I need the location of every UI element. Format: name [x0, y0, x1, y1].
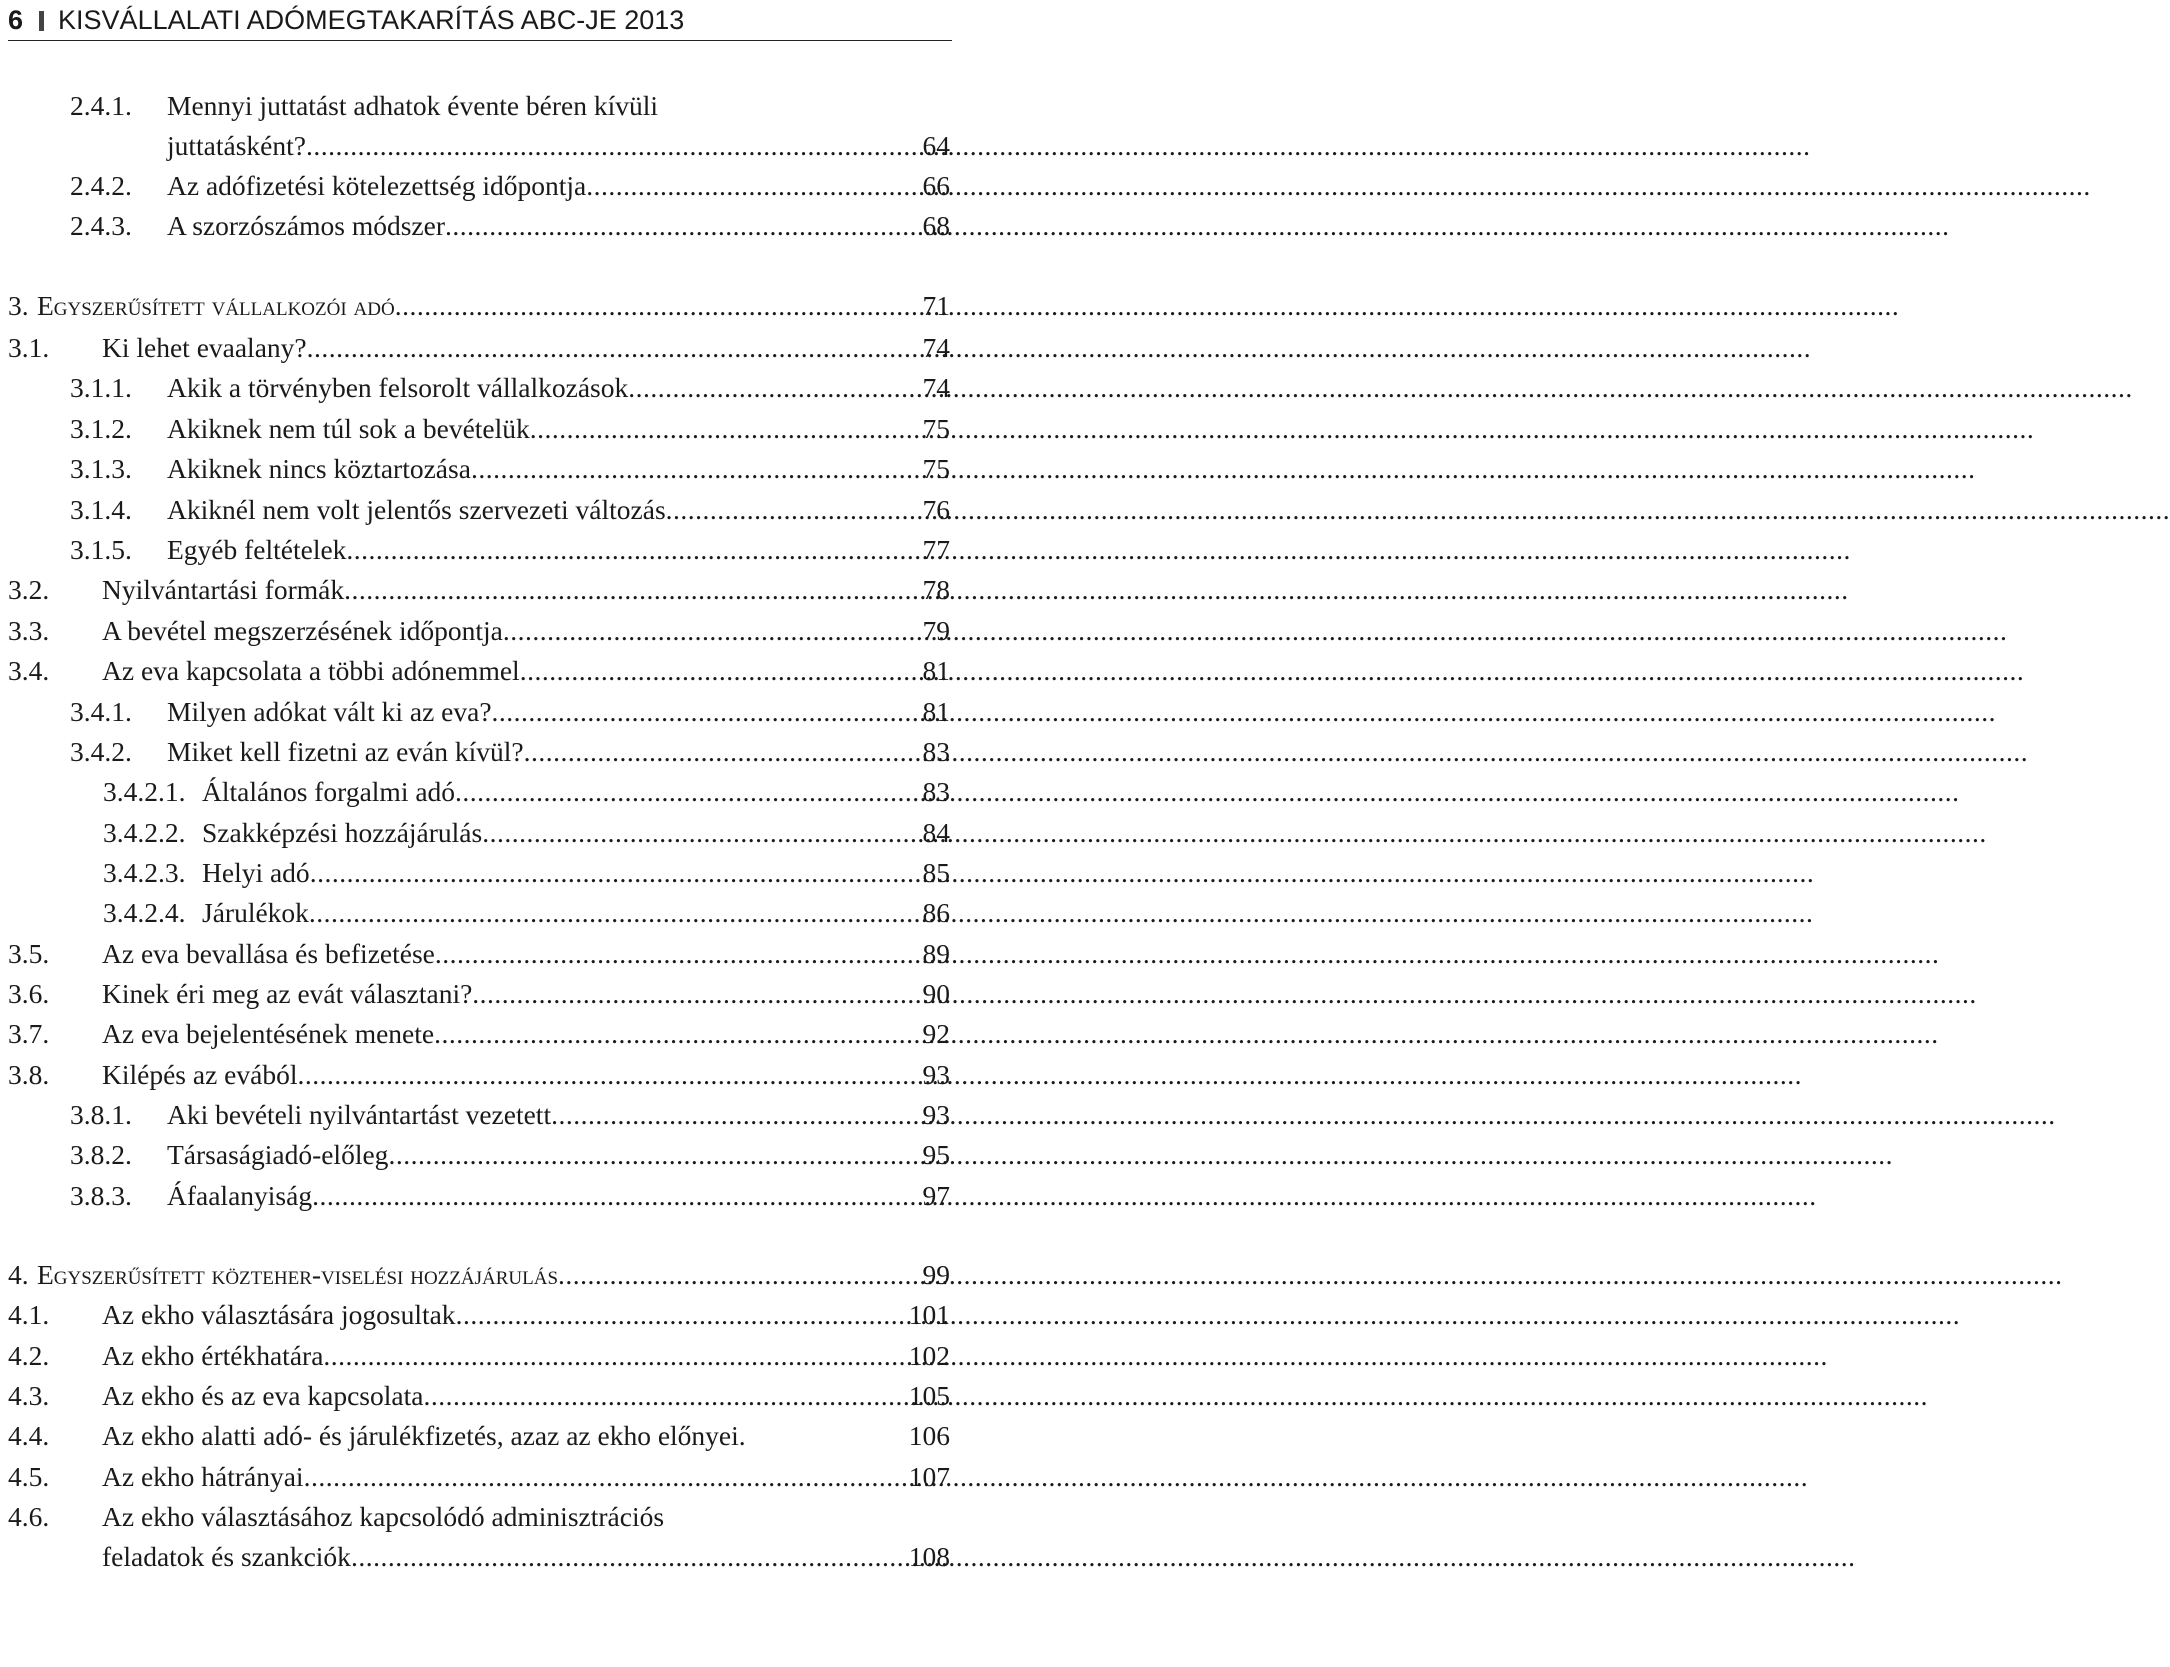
toc-entry-label: 3.8.	[8, 1059, 50, 1090]
toc-leader-dots	[434, 1014, 919, 1054]
toc-leader-dots	[312, 1176, 919, 1216]
toc-entry-page: 74	[922, 332, 950, 363]
toc-entry-page: 107	[908, 1461, 950, 1492]
toc-entry-label: 4.2.	[8, 1340, 50, 1371]
toc-entry-label: 3.6.	[8, 978, 50, 1009]
toc-entry-title: Akiknek nem túl sok a bevételük	[167, 413, 530, 444]
toc-leader-dots	[558, 1255, 919, 1295]
toc-entry-second-line	[70, 126, 950, 166]
toc-entry[interactable]	[103, 893, 950, 933]
toc-entry-page: 106	[908, 1420, 950, 1451]
toc-entry-label: 3.4.1.	[70, 696, 132, 727]
toc-entry-title: Akiknél nem volt jelentős szervezeti változás	[167, 494, 666, 525]
toc-entry[interactable]	[8, 1416, 950, 1456]
toc-leader-dots	[304, 1457, 906, 1497]
toc-entry-title: Egyszerűsített közteher-viselési hozzájárulás	[37, 1259, 559, 1290]
toc-entry-label: 3.4.2.	[70, 736, 132, 767]
toc-entry-label: 3.1.2.	[70, 413, 132, 444]
toc-entry-title: Helyi adó	[202, 857, 310, 888]
toc-entry-label: 3.4.2.2.	[103, 817, 186, 848]
toc-entry[interactable]	[8, 1497, 950, 1577]
toc-entry-page: 93	[922, 1059, 950, 1090]
toc-entry-label: 4.5.	[8, 1461, 50, 1492]
toc-entry-title: Egyszerűsített vállalkozói adó	[37, 290, 395, 321]
toc-entry-label: 3.2.	[8, 574, 50, 605]
toc-leader-dots	[323, 1336, 905, 1376]
toc-entry-title: Társaságiadó-előleg	[167, 1139, 389, 1170]
toc-entry-title: feladatok és szankciók	[102, 1541, 351, 1572]
toc-entry-title: Az ekho és az eva kapcsolata	[102, 1380, 424, 1411]
toc-entry-title: juttatásként?	[167, 130, 306, 161]
toc-entry-label: 3.8.3.	[70, 1180, 132, 1211]
toc-entry-title: Egyéb feltételek	[167, 534, 347, 565]
toc-entry-label: 3.4.2.4.	[103, 897, 186, 928]
toc-entry-title: Akiknek nincs köztartozása	[167, 453, 471, 484]
toc-entry-page: 89	[922, 938, 950, 969]
toc-entry-title: Ki lehet evaalany?	[102, 332, 307, 363]
toc-entry-title: Az ekho alatti adó- és járulékfizetés, azaz az ekho előnyei.	[102, 1420, 746, 1451]
toc-entry[interactable]	[8, 1457, 950, 1497]
header-separator	[39, 11, 44, 31]
toc-leader-dots	[346, 530, 919, 570]
toc-leader-dots	[310, 853, 920, 893]
toc-leader-dots	[435, 934, 920, 974]
toc-entry-page: 101	[908, 1299, 950, 1330]
toc-entry-page: 81	[922, 696, 950, 727]
toc-entry-page: 71	[922, 290, 950, 321]
toc-entry-label: 4.1.	[8, 1299, 50, 1330]
toc-entry-label: 4.3.	[8, 1380, 50, 1411]
toc-chapter-entry[interactable]	[8, 286, 950, 326]
toc-leader-dots	[395, 286, 920, 326]
toc-entry[interactable]	[70, 1176, 950, 1216]
toc-leader-dots	[530, 409, 920, 449]
toc-leader-dots	[306, 126, 920, 166]
toc-entry-title: Aki bevételi nyilvántartást vezetett	[167, 1099, 552, 1130]
toc-entry[interactable]	[103, 772, 950, 812]
toc-entry-title: A szorzószámos módszer	[167, 210, 445, 241]
toc-entry-page: 90	[922, 978, 950, 1009]
toc-leader-dots	[471, 449, 920, 489]
toc-entry[interactable]	[8, 974, 950, 1014]
toc-entry[interactable]	[8, 934, 950, 974]
toc-entry-title: Az ekho értékhatára	[102, 1340, 324, 1371]
toc-entry-label: 3.4.2.1.	[103, 776, 186, 807]
toc-entry-page: 108	[908, 1541, 950, 1572]
toc-entry[interactable]	[70, 86, 950, 166]
toc-entry-label: 4.6.	[8, 1501, 50, 1532]
toc-entry[interactable]	[70, 409, 950, 449]
toc-entry[interactable]	[70, 449, 950, 489]
toc-entry-label: 3.1.	[8, 332, 50, 363]
toc-entry-label: 3.8.2.	[70, 1139, 132, 1170]
toc-entry[interactable]	[8, 1336, 950, 1376]
toc-entry[interactable]	[70, 1135, 950, 1175]
toc-entry-label: 3.1.5.	[70, 534, 132, 565]
toc-leader-dots	[482, 813, 919, 853]
toc-entry[interactable]	[8, 1295, 950, 1335]
header-title: KISVÁLLALATI ADÓMEGTAKARÍTÁS ABC-JE 2013	[58, 5, 685, 35]
toc-entry-page: 93	[922, 1099, 950, 1130]
toc-leader-dots	[492, 692, 920, 732]
toc-chapter-entry[interactable]	[8, 1255, 950, 1295]
toc-entry-page: 68	[922, 210, 950, 241]
toc-leader-dots	[351, 1537, 906, 1577]
toc-entry-page: 102	[908, 1340, 950, 1371]
toc-leader-dots	[388, 1135, 919, 1175]
toc-entry-label: 2.4.3.	[70, 210, 132, 241]
toc-entry-title: Az eva bejelentésének menete	[102, 1018, 435, 1049]
toc-entry[interactable]	[8, 570, 950, 610]
toc-entry-label: 3.7.	[8, 1018, 50, 1049]
toc-entry-title: Általános forgalmi adó	[202, 776, 456, 807]
toc-entry-page: 79	[922, 615, 950, 646]
toc-entry-second-line	[8, 1537, 950, 1577]
toc-entry[interactable]	[70, 1095, 950, 1135]
toc-entry-title-line1: Mennyi juttatást adhatok évente béren kívüli	[167, 90, 659, 121]
toc-entry[interactable]	[70, 530, 950, 570]
toc-entry-title: Akik a törvényben felsorolt vállalkozások	[167, 372, 629, 403]
toc-leader-dots	[503, 611, 920, 651]
toc-entry-page: 74	[922, 372, 950, 403]
toc-leader-dots	[551, 1095, 919, 1135]
toc-entry-page: 97	[922, 1180, 950, 1211]
toc-entry[interactable]	[70, 206, 950, 246]
toc-leader-dots	[307, 328, 920, 368]
toc-entry-page: 77	[922, 534, 950, 565]
toc-leader-dots	[344, 570, 919, 610]
toc-entry[interactable]	[103, 813, 950, 853]
toc-leader-dots	[297, 1055, 919, 1095]
toc-entry-title: Az ekho hátrányai	[102, 1461, 304, 1492]
toc-entry[interactable]	[70, 368, 950, 408]
toc-entry-page: 92	[922, 1018, 950, 1049]
toc-entry-title: Kinek éri meg az evát választani?	[102, 978, 473, 1009]
toc-entry-label: 3.	[8, 290, 29, 321]
toc-entry-page: 86	[922, 897, 950, 928]
toc-entry-title: Járulékok	[202, 897, 309, 928]
toc-entry-first-line	[8, 1497, 950, 1537]
toc-entry-title: Szakképzési hozzájárulás	[202, 817, 483, 848]
toc-entry[interactable]	[70, 166, 950, 206]
toc-entry[interactable]	[70, 692, 950, 732]
toc-entry-label: 4.	[8, 1259, 29, 1290]
toc-leader-dots	[666, 490, 920, 530]
toc-entry-label: 3.1.4.	[70, 494, 132, 525]
toc-leader-dots	[445, 206, 920, 246]
toc-entry-title: Az adófizetési kötelezettség időpontja	[167, 170, 587, 201]
toc-leader-dots	[309, 893, 920, 933]
toc-entry-page: 75	[922, 413, 950, 444]
toc-entry[interactable]	[70, 490, 950, 530]
toc-entry-title: Kilépés az evából	[102, 1059, 298, 1090]
toc-entry-label: 3.1.3.	[70, 453, 132, 484]
toc-entry-title: Áfaalanyiság	[167, 1180, 313, 1211]
header-page-number: 6	[8, 5, 24, 35]
toc-entry[interactable]	[70, 732, 950, 772]
toc-entry-label: 3.8.1.	[70, 1099, 132, 1130]
toc-entry-title: Az ekho választására jogosultak	[102, 1299, 456, 1330]
toc-entry-page: 64	[922, 130, 950, 161]
toc-leader-dots	[524, 732, 920, 772]
toc-entry[interactable]	[8, 611, 950, 651]
toc-entry-title-line1: Az ekho választásához kapcsolódó adminisztrációs	[102, 1501, 665, 1532]
toc-entry[interactable]	[8, 1376, 950, 1416]
toc-entry[interactable]	[8, 651, 950, 691]
toc-entry-title: Az eva kapcsolata a többi adónemmel	[102, 655, 520, 686]
toc-entry-title: Az eva bevallása és befizetése	[102, 938, 435, 969]
toc-entry-page: 66	[922, 170, 950, 201]
toc-entry[interactable]	[8, 328, 950, 368]
toc-entry-first-line	[70, 86, 950, 126]
toc-entry-label: 3.3.	[8, 615, 50, 646]
toc-entry-page: 75	[922, 453, 950, 484]
toc-entry-page: 85	[922, 857, 950, 888]
toc-entry-label: 4.4.	[8, 1420, 50, 1451]
toc-entry-title: Nyilvántartási formák	[102, 574, 345, 605]
toc-leader-dots	[423, 1376, 905, 1416]
toc-entry-page: 99	[922, 1259, 950, 1290]
toc-entry-page: 83	[922, 736, 950, 767]
toc-leader-dots	[456, 1295, 906, 1335]
toc-leader-dots	[520, 651, 920, 691]
toc-entry-label: 2.4.2.	[70, 170, 132, 201]
toc-entry-page: 105	[908, 1380, 950, 1411]
toc-entry-label: 3.1.1.	[70, 372, 132, 403]
toc-entry[interactable]	[103, 853, 950, 893]
toc-entry[interactable]	[8, 1014, 950, 1054]
toc-entry-title: Milyen adókat vált ki az eva?	[167, 696, 492, 727]
toc-entry-page: 78	[922, 574, 950, 605]
toc-entry-page: 83	[922, 776, 950, 807]
toc-entry-title: A bevétel megszerzésének időpontja	[102, 615, 503, 646]
toc-entry[interactable]	[8, 1055, 950, 1095]
toc-leader-dots	[628, 368, 919, 408]
toc-entry-page: 76	[922, 494, 950, 525]
running-header	[8, 0, 952, 41]
toc-entry-page: 84	[922, 817, 950, 848]
toc-entry-page: 95	[922, 1139, 950, 1170]
toc-entry-label: 3.4.	[8, 655, 50, 686]
toc-entry-label: 3.5.	[8, 938, 50, 969]
toc-entry-label: 3.4.2.3.	[103, 857, 186, 888]
toc-entry-label: 2.4.1.	[70, 90, 132, 121]
toc-leader-dots	[455, 772, 919, 812]
toc-leader-dots	[472, 974, 919, 1014]
toc-entry-title: Miket kell fizetni az eván kívül?	[167, 736, 524, 767]
toc-entry-page: 81	[922, 655, 950, 686]
toc-leader-dots	[586, 166, 919, 206]
